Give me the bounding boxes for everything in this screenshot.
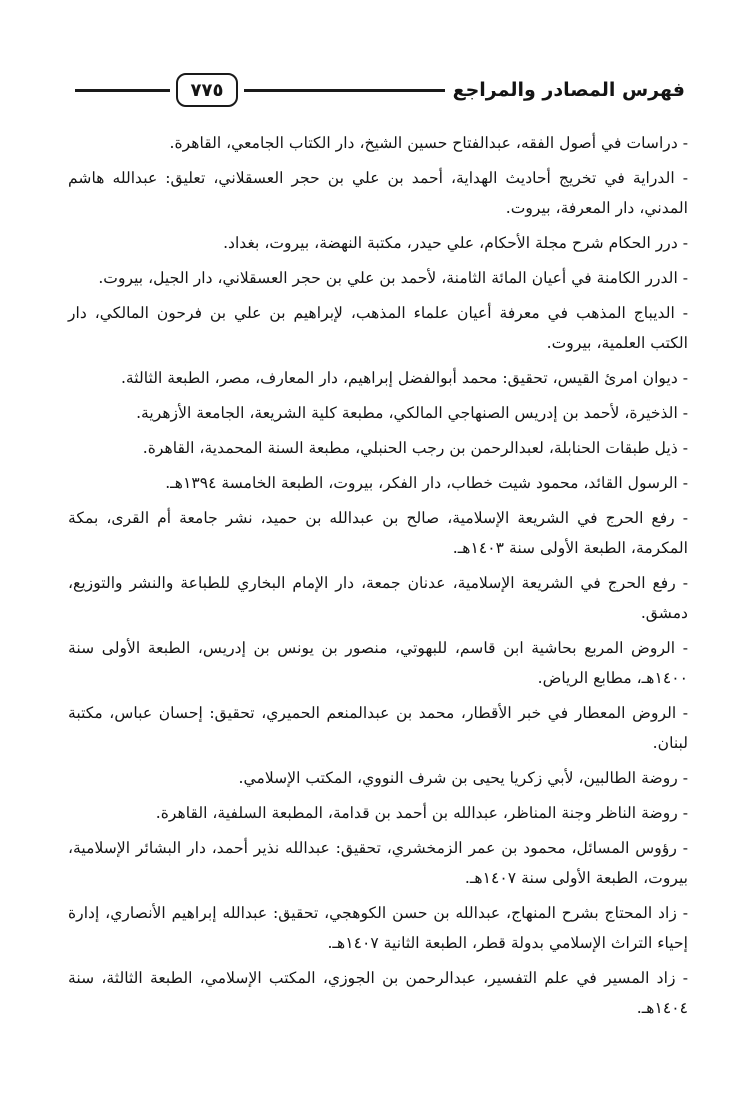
bibliography-entry: - دراسات في أصول الفقه، عبدالفتاح حسين الشيخ، دار الكتاب الجامعي، القاهرة. — [169, 134, 688, 152]
bibliography-entry: - رفع الحرج في الشريعة الإسلامية، عدنان جمعة، دار الإمام البخاري للطباعة والنشر والتوزيع، دمشق. — [68, 574, 688, 622]
bibliography-entry: - رفع الحرج في الشريعة الإسلامية، صالح بن عبدالله بن حميد، نشر جامعة أم القرى، بمكة المكرمة، الطبعة الأولى سنة ١٤٠٣هـ. — [68, 509, 688, 557]
header-rule-left — [75, 89, 170, 92]
page-number: ٧٧٥ — [176, 73, 238, 107]
bibliography-entry: - درر الحكام شرح مجلة الأحكام، علي حيدر، مكتبة النهضة، بيروت، بغداد. — [223, 234, 688, 252]
bibliography-entry: - الروض المربع بحاشية ابن قاسم، للبهوتي، منصور بن يونس بن إدريس، الطبعة الأولى سنة ١٤٠٠هـ، مطابع الرياض. — [68, 639, 688, 687]
bibliography-list — [68, 128, 688, 1028]
bibliography-entry: - الدرر الكامنة في أعيان المائة الثامنة، لأحمد بن علي بن حجر العسقلاني، دار الجيل، بيروت. — [98, 269, 688, 287]
page-header — [75, 70, 685, 110]
bibliography-entry: - ذيل طبقات الحنابلة، لعبدالرحمن بن رجب الحنبلي، مطبعة السنة المحمدية، القاهرة. — [142, 439, 688, 457]
bibliography-entry: - زاد المحتاج بشرح المنهاج، عبدالله بن حسن الكوهجي، تحقيق: عبدالله إبراهيم الأنصاري، إدارة إحياء التراث الإسلامي بدولة قطر، الطبعة الثانية ١٤٠٧هـ. — [68, 904, 688, 952]
bibliography-entry: - الذخيرة، لأحمد بن إدريس الصنهاجي المالكي، مطبعة كلية الشريعة، الجامعة الأزهرية. — [136, 404, 688, 422]
bibliography-entry: - رؤوس المسائل، محمود بن عمر الزمخشري، تحقيق: عبدالله نذير أحمد، دار البشائر الإسلامية، بيروت، الطبعة الأولى سنة ١٤٠٧هـ. — [68, 839, 688, 887]
running-title: فهرس المصادر والمراجع — [452, 79, 685, 101]
bibliography-entry: - الدراية في تخريج أحاديث الهداية، أحمد بن علي بن حجر العسقلاني، تعليق: عبدالله هاشم المدني، دار المعرفة، بيروت. — [68, 169, 688, 217]
bibliography-entry: - الديباج المذهب في معرفة أعيان علماء المذهب، لإبراهيم بن علي بن فرحون المالكي، دار الكتب العلمية، بيروت. — [68, 304, 688, 352]
bibliography-entry: - روضة الناظر وجنة المناظر، عبدالله بن أحمد بن قدامة، المطبعة السلفية، القاهرة. — [155, 804, 688, 822]
bibliography-entry: - الرسول القائد، محمود شيت خطاب، دار الفكر، بيروت، الطبعة الخامسة ١٣٩٤هـ. — [165, 474, 688, 492]
bibliography-entry: - زاد المسير في علم التفسير، عبدالرحمن بن الجوزي، المكتب الإسلامي، الطبعة الثالثة، سنة ١٤٠٤هـ. — [68, 969, 688, 1017]
bibliography-entry: - الروض المعطار في خبر الأقطار، محمد بن عبدالمنعم الحميري، تحقيق: إحسان عباس، مكتبة لبنان. — [68, 704, 688, 752]
header-rule-right — [244, 89, 445, 92]
bibliography-entry: - ديوان امرئ القيس، تحقيق: محمد أبوالفضل إبراهيم، دار المعارف، مصر، الطبعة الثالثة. — [120, 369, 688, 387]
bibliography-entry: - روضة الطالبين، لأبي زكريا يحيى بن شرف النووي، المكتب الإسلامي. — [238, 769, 688, 787]
